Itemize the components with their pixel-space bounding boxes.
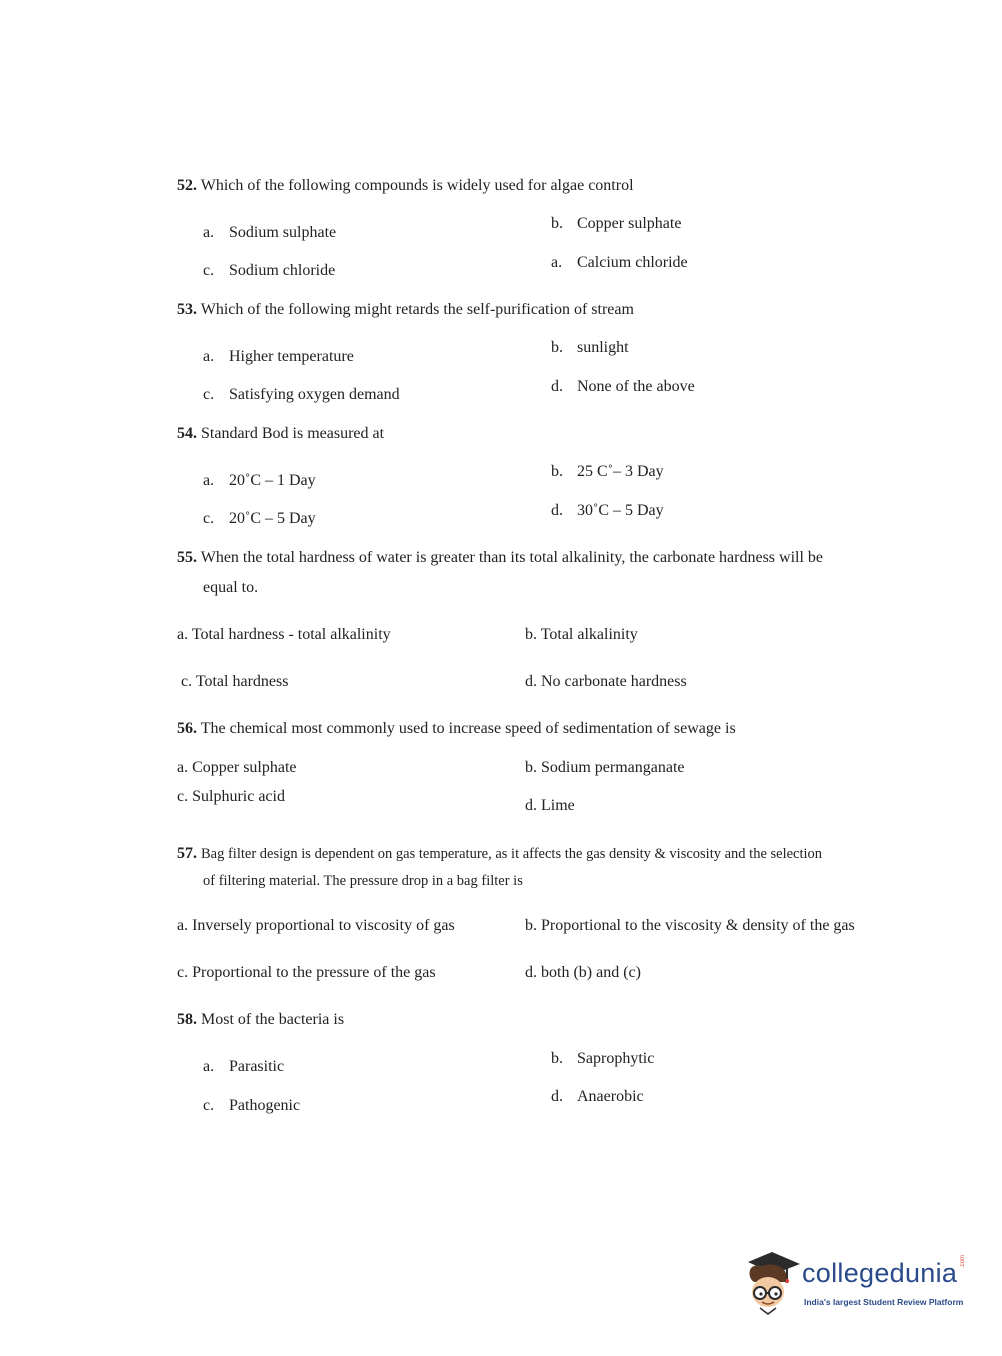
option-56-c: c. Sulphuric acid bbox=[177, 788, 285, 805]
question-text: The chemical most commonly used to increase speed of sedimentation of sewage is bbox=[200, 720, 736, 737]
question-55-line2: equal to. bbox=[203, 579, 259, 596]
question-53 bbox=[177, 302, 634, 318]
question-55 bbox=[177, 550, 823, 566]
option-53-a: a. Higher temperature bbox=[203, 348, 354, 365]
question-number: 56. bbox=[177, 720, 197, 737]
option-57-a: a. Inversely proportional to viscosity of gas bbox=[177, 917, 455, 934]
question-text: When the total hardness of water is greater than its total alkalinity, the carbonate hardness will be bbox=[200, 549, 824, 566]
question-number: 52. bbox=[177, 177, 197, 194]
option-56-a: a. Copper sulphate bbox=[177, 759, 297, 776]
question-text: Standard Bod is measured at bbox=[201, 425, 385, 442]
option-53-d: d. None of the above bbox=[551, 378, 695, 395]
question-54 bbox=[177, 426, 384, 442]
question-52 bbox=[177, 178, 634, 194]
option-54-a: a. 20˚C – 1 Day bbox=[203, 472, 316, 489]
option-52-d: a. Calcium chloride bbox=[551, 254, 688, 271]
question-number: 57. bbox=[177, 845, 197, 862]
logo-tagline: India's largest Student Review Platform bbox=[804, 1297, 964, 1307]
option-54-b: b. 25 C˚– 3 Day bbox=[551, 463, 664, 480]
option-57-b: b. Proportional to the viscosity & density of the gas bbox=[525, 917, 855, 934]
question-text: Which of the following compounds is widely used for algae control bbox=[200, 177, 634, 194]
option-57-c: c. Proportional to the pressure of the gas bbox=[177, 964, 436, 981]
option-56-d: d. Lime bbox=[525, 797, 575, 814]
logo-domain: .com bbox=[960, 1254, 966, 1268]
option-52-c: c. Sodium chloride bbox=[203, 262, 336, 279]
option-58-b: b. Saprophytic bbox=[551, 1050, 655, 1067]
option-58-a: a. Parasitic bbox=[203, 1058, 285, 1075]
option-55-a: a. Total hardness - total alkalinity bbox=[177, 626, 391, 643]
question-57-line2: of filtering material. The pressure drop in a bag filter is bbox=[203, 873, 523, 889]
option-54-c: c. 20˚C – 5 Day bbox=[203, 510, 316, 527]
question-number: 53. bbox=[177, 301, 197, 318]
option-52-a: a. Sodium sulphate bbox=[203, 224, 337, 241]
option-52-b: b. Copper sulphate bbox=[551, 215, 682, 232]
mascot-icon bbox=[742, 1248, 804, 1320]
question-number: 55. bbox=[177, 549, 197, 566]
question-58 bbox=[177, 1012, 344, 1028]
question-number: 54. bbox=[177, 425, 197, 442]
option-58-d: d. Anaerobic bbox=[551, 1088, 644, 1105]
collegedunia-logo bbox=[742, 1248, 972, 1320]
option-57-d: d. both (b) and (c) bbox=[525, 964, 641, 981]
option-55-d: d. No carbonate hardness bbox=[525, 673, 687, 690]
option-55-c: c. Total hardness bbox=[181, 673, 289, 690]
option-56-b: b. Sodium permanganate bbox=[525, 759, 685, 776]
question-57 bbox=[177, 846, 822, 862]
option-58-c: c. Pathogenic bbox=[203, 1097, 301, 1114]
option-55-b: b. Total alkalinity bbox=[525, 626, 638, 643]
option-54-d: d. 30˚C – 5 Day bbox=[551, 502, 664, 519]
question-56 bbox=[177, 721, 736, 737]
question-text: Which of the following might retards the self-purification of stream bbox=[200, 301, 634, 318]
option-53-c: c. Satisfying oxygen demand bbox=[203, 386, 400, 403]
question-number: 58. bbox=[177, 1011, 197, 1028]
question-text: Bag filter design is dependent on gas temperature, as it affects the gas density & viscosity and the selection bbox=[201, 846, 823, 862]
question-text: Most of the bacteria is bbox=[201, 1011, 345, 1028]
option-53-b: b. sunlight bbox=[551, 339, 629, 356]
logo-wordmark: collegedunia bbox=[802, 1258, 958, 1288]
